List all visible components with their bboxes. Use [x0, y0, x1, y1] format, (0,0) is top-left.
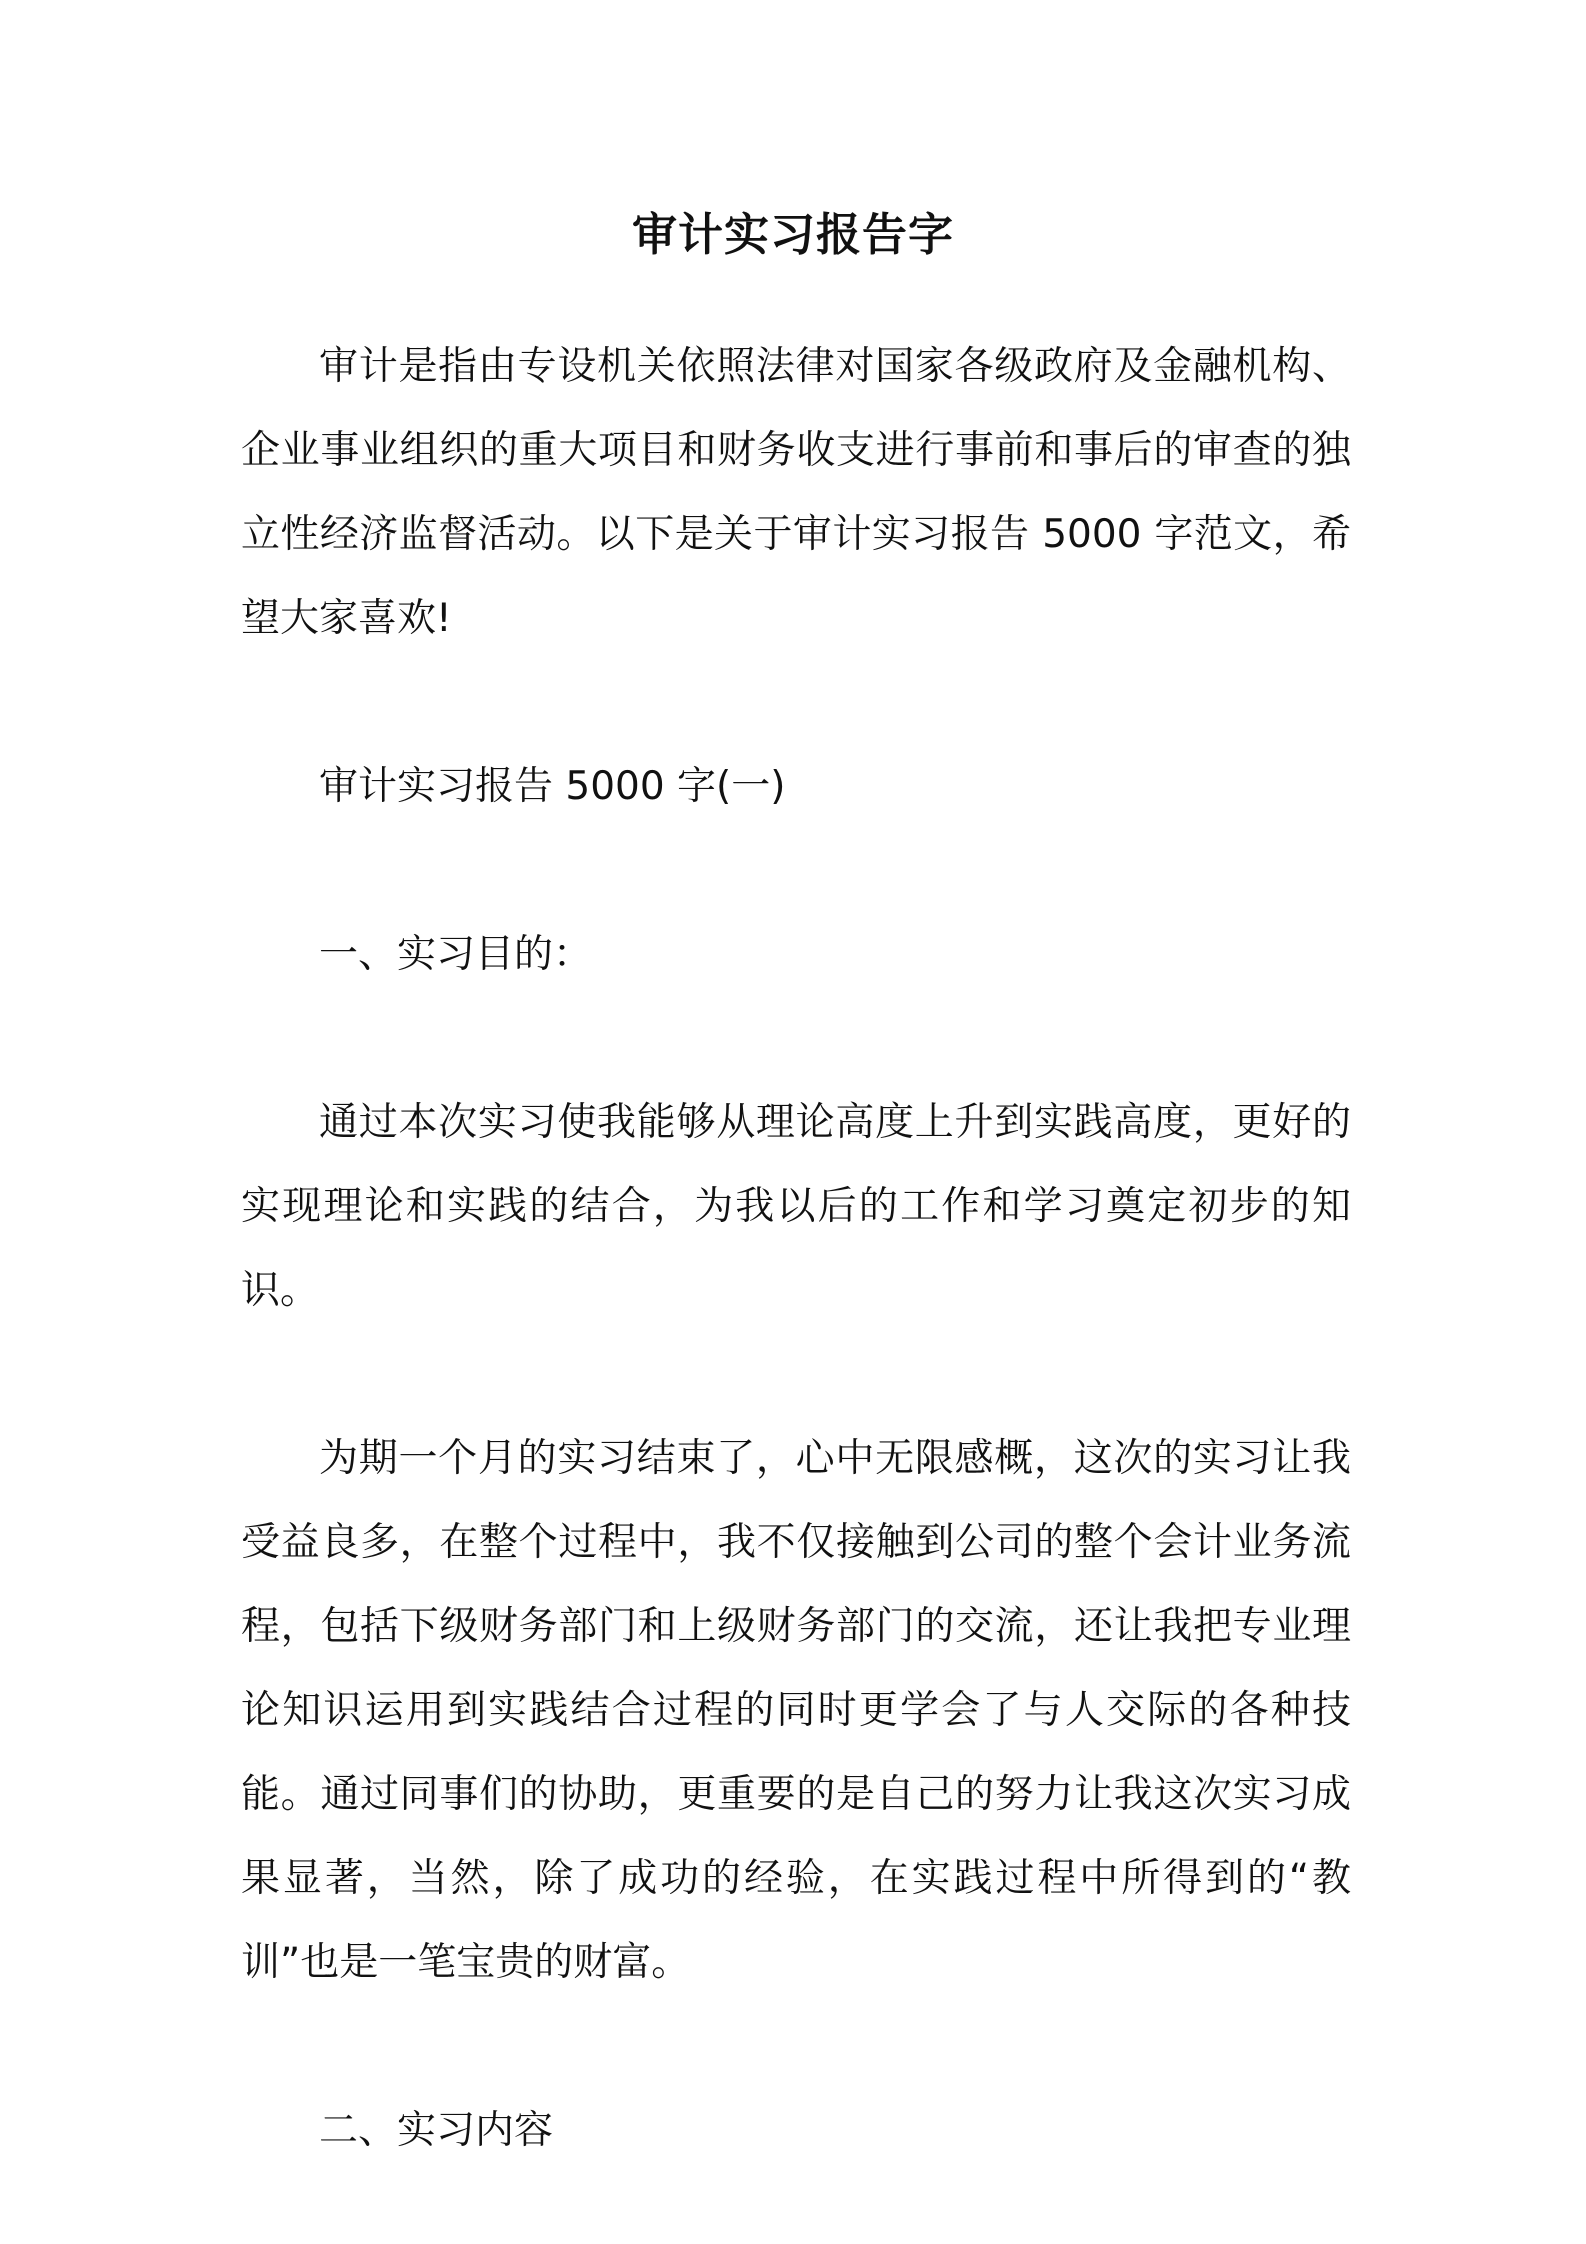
paragraph-experience: 为期一个月的实习结束了，心中无限感概，这次的实习让我受益良多，在整个过程中，我不仅接触到公司的整个会计业务流程，包括下级财务部门和上级财务部门的交流，还让我把专业理论知识运用到实践结合过程的同时更学会了与人交际的各种技能。通过同事们的协助，更重要的是自己的努力让我这次实习成果显著，当然，除了成功的经验，在实践过程中所得到的“教训”也是一笔宝贵的财富。 — [241, 1436, 1351, 1985]
paragraph-spacer — [241, 2005, 1351, 2089]
section-heading-report-one: 审计实习报告 5000 字(一) — [319, 764, 786, 809]
paragraph-spacer — [241, 1333, 1351, 1417]
section-heading-content: 二、实习内容 — [319, 2108, 554, 2153]
paragraph-purpose: 通过本次实习使我能够从理论高度上升到实践高度，更好的实现理论和实践的结合，为我以后的工作和学习奠定初步的知识。 — [241, 1100, 1351, 1313]
document-title: 审计实习报告字 — [631, 208, 954, 261]
document-body — [241, 325, 1351, 2173]
paragraph-spacer — [241, 829, 1351, 913]
paragraph-spacer — [241, 661, 1351, 745]
paragraph-spacer — [241, 997, 1351, 1081]
section-heading-purpose: 一、实习目的： — [319, 932, 593, 977]
paragraph-intro: 审计是指由专设机关依照法律对国家各级政府及金融机构、企业事业组织的重大项目和财务收支进行事前和事后的审查的独立性经济监督活动。以下是关于审计实习报告 5000 字范文，希望大家喜欢! — [241, 344, 1351, 641]
